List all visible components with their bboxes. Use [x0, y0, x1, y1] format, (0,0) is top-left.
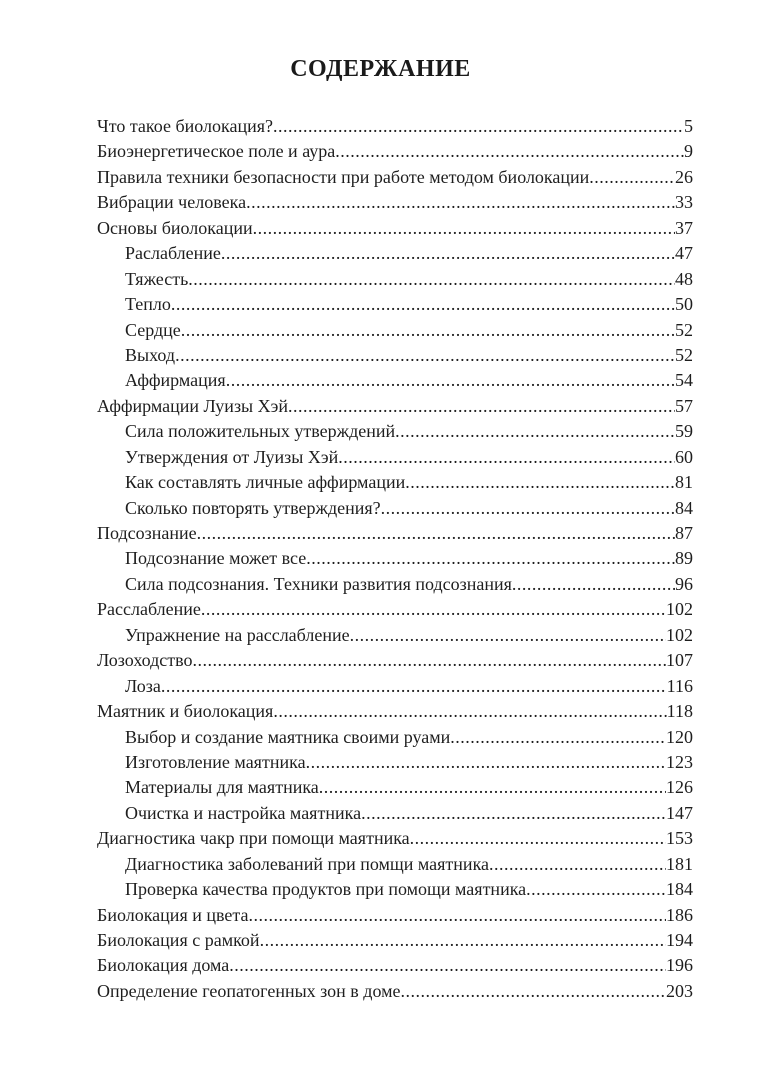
toc-entry-label: Тепло	[125, 294, 171, 315]
toc-entry	[97, 955, 693, 980]
toc-entry-page: 96	[675, 573, 693, 594]
dot-leader	[188, 269, 675, 290]
toc-entry-page: 102	[666, 624, 693, 645]
dot-leader	[338, 447, 675, 468]
toc-entry	[97, 167, 693, 192]
toc-entry-page: 184	[666, 879, 693, 900]
dot-leader	[401, 981, 666, 1002]
dot-leader	[395, 421, 675, 442]
toc-entry-page: 33	[675, 192, 693, 213]
toc-entry-page: 126	[666, 777, 693, 798]
toc-entry-label: Проверка качества продуктов при помощи маятника	[125, 879, 527, 900]
toc-entry	[97, 548, 693, 573]
dot-leader	[319, 777, 666, 798]
dot-leader	[273, 116, 684, 137]
toc-entry-page: 52	[675, 344, 693, 365]
page-title: СОДЕРЖАНИЕ	[290, 56, 471, 82]
toc-entry	[97, 981, 693, 1006]
toc-entry	[97, 574, 693, 599]
toc-entry-page: 59	[675, 421, 693, 442]
toc-entry-label: Основы биолокации	[97, 217, 253, 238]
toc-entry-page: 52	[675, 319, 693, 340]
toc-entry	[97, 599, 693, 624]
toc-entry	[97, 218, 693, 243]
toc-entry	[97, 192, 693, 217]
toc-entry-page: 102	[666, 599, 693, 620]
toc-entry-page: 194	[666, 930, 693, 950]
toc-entry-page: 60	[675, 446, 693, 467]
toc-entry-page: 37	[675, 217, 693, 238]
toc-entry	[97, 752, 693, 777]
dot-leader	[260, 930, 666, 951]
toc-list	[97, 116, 693, 1006]
toc-entry-label: Аффирмации Луизы Хэй	[97, 395, 289, 416]
toc-entry	[97, 930, 693, 955]
toc-entry-label: Вибрации человека	[97, 192, 247, 213]
toc-entry	[97, 320, 693, 345]
toc-entry-label: Диагностика чакр при помощи маятника	[97, 828, 410, 849]
dot-leader	[410, 828, 666, 849]
dot-leader	[226, 370, 675, 391]
toc-entry	[97, 396, 693, 421]
toc-entry	[97, 676, 693, 701]
toc-entry-page: 9	[684, 141, 693, 162]
toc-entry-label: Подсознание может все	[125, 548, 307, 569]
toc-entry-page: 84	[675, 497, 693, 518]
toc-entry-label: Как составлять личные аффирмации	[125, 472, 406, 493]
dot-leader	[526, 879, 666, 900]
toc-entry	[97, 243, 693, 268]
toc-entry-page: 89	[675, 548, 693, 569]
dot-leader	[512, 574, 675, 595]
toc-entry	[97, 625, 693, 650]
toc-entry-label: Биолокация с рамкой	[97, 930, 260, 950]
toc-entry-page: 181	[666, 853, 693, 874]
toc-entry-label: Сила положительных утверждений	[125, 421, 396, 442]
dot-leader	[229, 955, 666, 976]
toc-entry-page: 5	[684, 116, 693, 136]
dot-leader	[450, 727, 666, 748]
toc-entry-page: 196	[666, 955, 693, 976]
toc-entry-page: 57	[675, 395, 693, 416]
dot-leader	[171, 294, 675, 315]
toc-entry-page: 107	[666, 650, 693, 671]
toc-entry	[97, 727, 693, 752]
toc-entry-page: 47	[675, 243, 693, 264]
toc-entry-page: 48	[675, 268, 693, 289]
toc-entry-label: Тяжесть	[125, 268, 189, 289]
toc-entry	[97, 472, 693, 497]
toc-entry-label: Биолокация дома	[97, 955, 230, 976]
toc-entry	[97, 828, 693, 853]
toc-entry-page: 87	[675, 523, 693, 543]
dot-leader	[253, 218, 675, 239]
toc-entry	[97, 777, 693, 802]
toc-entry-label: Лозоходство	[97, 650, 193, 671]
dot-leader	[201, 599, 666, 620]
dot-leader	[221, 243, 675, 264]
toc-entry-page: 26	[675, 166, 693, 187]
toc-entry-label: Сколько повторять утверждения?	[125, 497, 381, 518]
dot-leader	[361, 803, 666, 824]
dot-leader	[288, 396, 675, 417]
toc-entry	[97, 345, 693, 370]
toc-entry	[97, 447, 693, 472]
toc-entry-label: Сила подсознания. Техники развития подсознания	[125, 573, 512, 594]
toc-entry	[97, 701, 693, 726]
toc-entry-page: 186	[666, 904, 693, 925]
dot-leader	[175, 345, 675, 366]
toc-entry-label: Правила техники безопасности при работе методом биолокации	[97, 166, 590, 187]
toc-entry-label: Изготовление маятника	[125, 751, 306, 772]
toc-entry-label: Что такое биолокация?	[97, 116, 273, 136]
dot-leader	[161, 676, 667, 697]
toc-entry-label: Подсознание	[97, 523, 197, 543]
toc-entry-page: 123	[666, 751, 693, 772]
toc-entry	[97, 498, 693, 523]
toc-entry	[97, 269, 693, 294]
toc-entry-page: 118	[666, 701, 693, 722]
toc-entry	[97, 650, 693, 675]
dot-leader	[381, 498, 675, 519]
toc-entry-label: Упражнение на расслабление	[125, 624, 350, 645]
toc-entry	[97, 370, 693, 395]
toc-entry-label: Выбор и создание маятника своими руами	[125, 726, 451, 747]
toc-entry-label: Расслабление	[97, 599, 201, 620]
dot-leader	[489, 854, 666, 875]
toc-entry-label: Маятник и биолокация	[97, 701, 274, 722]
toc-entry-label: Лоза	[125, 675, 161, 696]
toc-entry-page: 81	[675, 472, 693, 493]
toc-entry-page: 116	[666, 675, 693, 696]
toc-entry-label: Сердце	[125, 319, 181, 340]
toc-entry-label: Очистка и настройка маятника	[125, 802, 362, 823]
toc-entry	[97, 294, 693, 319]
dot-leader	[306, 548, 675, 569]
dot-leader	[589, 167, 675, 188]
dot-leader	[350, 625, 666, 646]
toc-entry-label: Утверждения от Луизы Хэй	[125, 446, 339, 467]
dot-leader	[335, 141, 684, 162]
toc-entry	[97, 905, 693, 930]
dot-leader	[273, 701, 666, 722]
dot-leader	[193, 650, 666, 671]
toc-entry-page: 54	[675, 370, 693, 391]
toc-entry-label: Определение геопатогенных зон в доме	[97, 980, 401, 1001]
dot-leader	[306, 752, 666, 773]
dot-leader	[246, 192, 675, 213]
toc-entry-label: Диагностика заболеваний при помщи маятника	[125, 853, 490, 874]
toc-entry-page: 50	[675, 294, 693, 315]
toc-entry	[97, 523, 693, 548]
toc-entry-label: Биолокация и цвета	[97, 904, 249, 925]
toc-entry	[97, 879, 693, 904]
toc-entry	[97, 803, 693, 828]
toc-entry-label: Биоэнергетическое поле и аура	[97, 141, 336, 162]
toc-entry-label: Выход	[125, 344, 176, 365]
toc-entry	[97, 854, 693, 879]
toc-entry-label: Аффирмация	[125, 370, 226, 391]
dot-leader	[197, 523, 675, 544]
dot-leader	[405, 472, 675, 493]
toc-entry	[97, 141, 693, 166]
dot-leader	[181, 320, 675, 341]
toc-entry-page: 120	[666, 726, 693, 747]
toc-entry	[97, 116, 693, 141]
toc-entry-page: 203	[666, 980, 693, 1001]
toc-entry-page: 153	[666, 828, 693, 849]
toc-entry-label: Раслабление	[125, 243, 221, 264]
toc-entry-label: Материалы для маятника	[125, 777, 319, 798]
toc-entry-page: 147	[666, 802, 693, 823]
toc-entry	[97, 421, 693, 446]
dot-leader	[248, 905, 666, 926]
